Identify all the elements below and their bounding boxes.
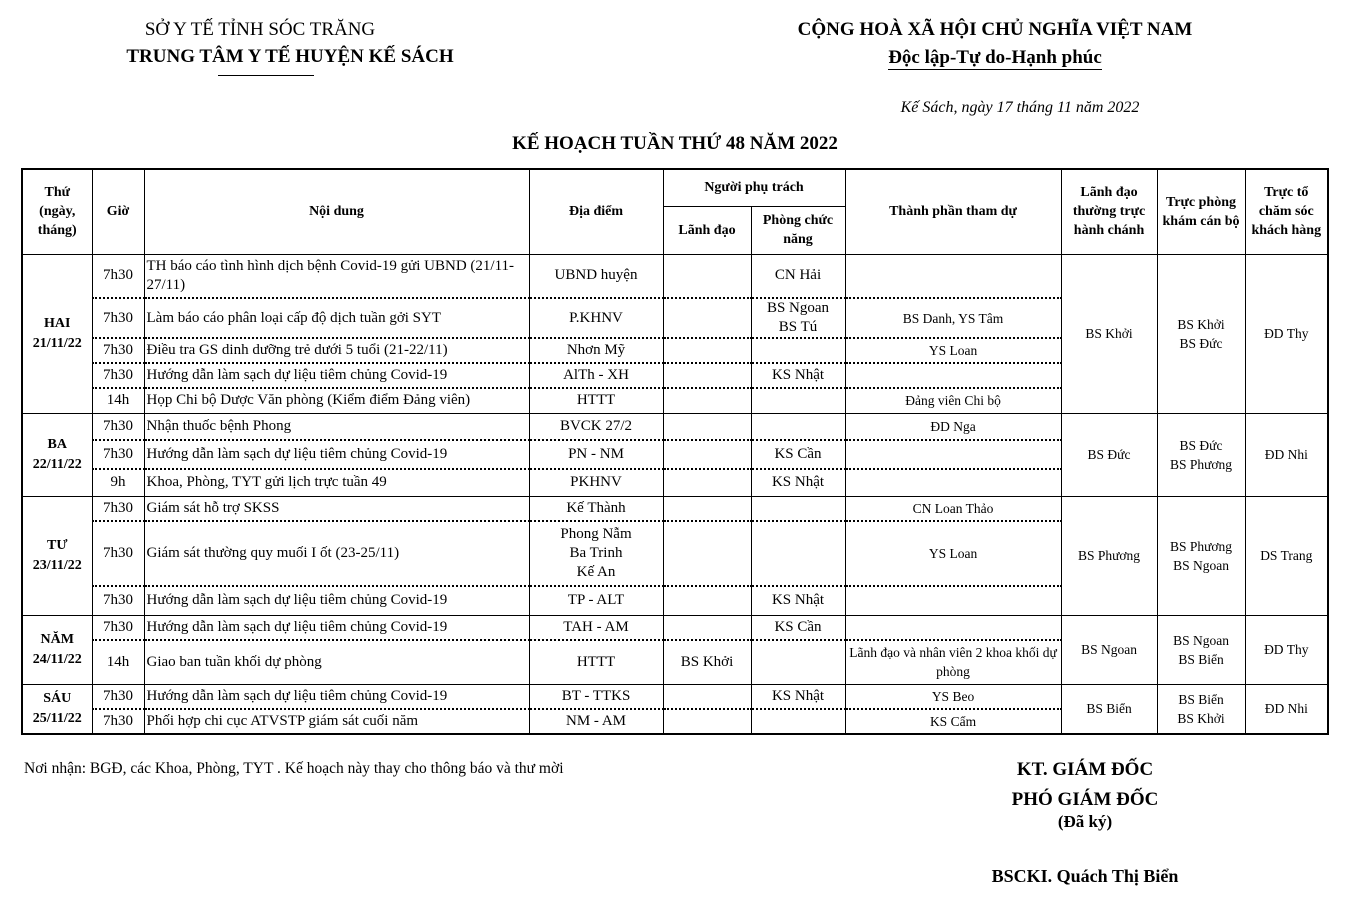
time-cell: 7h30 xyxy=(92,586,144,615)
leader-cell xyxy=(663,469,751,496)
day-name: TƯ xyxy=(47,537,68,553)
location-cell: Nhơn Mỹ xyxy=(529,338,663,363)
content-cell: Giám sát thường quy muối I ốt (23-25/11) xyxy=(144,521,529,586)
care-duty-cell: ĐD Thy xyxy=(1245,615,1328,684)
dept-cell: KS Nhật xyxy=(751,684,845,709)
org-name: TRUNG TÂM Y TẾ HUYỆN KẾ SÁCH xyxy=(126,46,454,67)
content-cell: TH báo cáo tình hình dịch bệnh Covid-19 gửi UBND (21/11-27/11) xyxy=(144,254,529,298)
leader-cell xyxy=(663,388,751,413)
dept-cell: KS Nhật xyxy=(751,363,845,388)
participants-cell xyxy=(845,254,1061,298)
admin-leader-cell: BS Khởi xyxy=(1061,254,1157,413)
day-date: 22/11/22 xyxy=(32,456,82,472)
content-cell: Làm báo cáo phân loại cấp độ dịch tuần gởi SYT xyxy=(144,298,529,338)
participants-cell xyxy=(845,615,1061,640)
clinic-duty-cell xyxy=(1157,615,1245,684)
national-title: CỘNG HOÀ XÃ HỘI CHỦ NGHĨA VIỆT NAM xyxy=(797,19,1193,40)
leader-cell xyxy=(663,521,751,586)
recipients-note: Nơi nhận: BGĐ, các Khoa, Phòng, TYT . Kế hoạch này thay cho thông báo và thư mời xyxy=(24,760,564,777)
participants-cell: BS Danh, YS Tâm xyxy=(845,298,1061,338)
location-cell: BT - TTKS xyxy=(529,684,663,709)
national-motto xyxy=(760,47,1230,69)
location-cell: HTTT xyxy=(529,388,663,413)
location-cell: PKHNV xyxy=(529,469,663,496)
table-row xyxy=(22,413,1328,440)
care-duty-cell: ĐD Nhi xyxy=(1245,684,1328,734)
document-date: Kế Sách, ngày 17 tháng 11 năm 2022 xyxy=(900,99,1140,116)
day-cell xyxy=(22,615,92,684)
time-cell: 7h30 xyxy=(92,338,144,363)
day-cell xyxy=(22,413,92,496)
motto-text: Độc lập-Tự do-Hạnh phúc xyxy=(888,47,1102,68)
table-row xyxy=(22,254,1328,298)
participants-cell: ĐD Nga xyxy=(845,413,1061,440)
content-cell: Hướng dẫn làm sạch dự liệu tiêm chủng Covid-19 xyxy=(144,586,529,615)
day-date: 23/11/22 xyxy=(32,557,82,573)
participants-cell: YS Loan xyxy=(845,338,1061,363)
participants-cell xyxy=(845,586,1061,615)
col-day-header: Thứ (ngày, tháng) xyxy=(22,169,92,254)
participants-cell: YS Loan xyxy=(845,521,1061,586)
dept-cell: KS Cần xyxy=(751,615,845,640)
leader-cell: BS Khởi xyxy=(663,640,751,684)
content-cell: Nhận thuốc bệnh Phong xyxy=(144,413,529,440)
signature-title-1: KT. GIÁM ĐỐC xyxy=(1016,759,1154,780)
content-cell: Giám sát hỗ trợ SKSS xyxy=(144,496,529,521)
document-title: KẾ HOẠCH TUẦN THỨ 48 NĂM 2022 xyxy=(512,133,838,154)
signature-title-2: PHÓ GIÁM ĐỐC xyxy=(1011,789,1159,810)
clinic-duty-cell xyxy=(1157,254,1245,413)
table-row xyxy=(22,615,1328,640)
signer-name: BSCKI. Quách Thị Biển xyxy=(991,866,1179,886)
location-cell: NM - AM xyxy=(529,709,663,734)
clinic-duty-name: BS Khởi xyxy=(1177,710,1225,726)
participants-cell xyxy=(845,363,1061,388)
dept-cell: KS Nhật xyxy=(751,586,845,615)
time-cell: 7h30 xyxy=(92,413,144,440)
leader-cell xyxy=(663,298,751,338)
day-cell xyxy=(22,254,92,413)
clinic-duty-cell xyxy=(1157,684,1245,734)
content-cell: Phối hợp chi cục ATVSTP giám sát cuối năm xyxy=(144,709,529,734)
admin-leader-cell: BS Đức xyxy=(1061,413,1157,496)
dept-cell xyxy=(751,338,845,363)
content-cell: Hướng dẫn làm sạch dự liệu tiêm chủng Covid-19 xyxy=(144,684,529,709)
dept-cell xyxy=(751,388,845,413)
dept-cell xyxy=(751,521,845,586)
care-duty-cell: ĐD Thy xyxy=(1245,254,1328,413)
dept-cell: CN Hải xyxy=(751,254,845,298)
col-location-header: Địa điểm xyxy=(529,169,663,254)
org-underline xyxy=(218,75,314,76)
day-name: NĂM xyxy=(40,631,74,647)
time-cell: 14h xyxy=(92,388,144,413)
clinic-duty-name: BS Ngoan xyxy=(1173,632,1229,648)
dept-cell: KS Cần xyxy=(751,440,845,469)
leader-cell xyxy=(663,586,751,615)
day-cell xyxy=(22,496,92,615)
clinic-duty-name: BS Đức xyxy=(1179,437,1223,453)
weekly-plan-table xyxy=(21,168,1329,735)
day-date: 21/11/22 xyxy=(32,335,82,351)
time-cell: 7h30 xyxy=(92,709,144,734)
org-parent: SỞ Y TẾ TỈNH SÓC TRĂNG xyxy=(144,19,376,40)
dept-cell: BS Ngoan BS Tú xyxy=(751,298,845,338)
time-cell: 7h30 xyxy=(92,298,144,338)
location-cell: Kế Thành xyxy=(529,496,663,521)
leader-cell xyxy=(663,496,751,521)
admin-leader-cell: BS Biển xyxy=(1061,684,1157,734)
time-cell: 9h xyxy=(92,469,144,496)
admin-leader-cell: BS Phương xyxy=(1061,496,1157,615)
location-cell: HTTT xyxy=(529,640,663,684)
col-care-duty-header: Trực tổ chăm sóc khách hàng xyxy=(1245,169,1328,254)
location-cell: Phong Nẫm Ba Trinh Kế An xyxy=(529,521,663,586)
clinic-duty-name: BS Ngoan xyxy=(1173,557,1229,573)
col-content-header: Nội dung xyxy=(144,169,529,254)
leader-cell xyxy=(663,709,751,734)
clinic-duty-cell xyxy=(1157,413,1245,496)
clinic-duty-name: BS Biển xyxy=(1178,691,1224,707)
participants-cell: YS Beo xyxy=(845,684,1061,709)
dept-cell: KS Nhật xyxy=(751,469,845,496)
location-cell: PN - NM xyxy=(529,440,663,469)
table-row xyxy=(22,496,1328,521)
time-cell: 7h30 xyxy=(92,440,144,469)
day-date: 24/11/22 xyxy=(32,651,82,667)
content-cell: Họp Chi bộ Dược Văn phòng (Kiểm điểm Đảng viên) xyxy=(144,388,529,413)
col-admin-leader-header: Lãnh đạo thường trực hành chánh xyxy=(1061,169,1157,254)
content-cell: Hướng dẫn làm sạch dự liệu tiêm chủng Covid-19 xyxy=(144,440,529,469)
content-cell: Hướng dẫn làm sạch dự liệu tiêm chủng Covid-19 xyxy=(144,363,529,388)
time-cell: 7h30 xyxy=(92,254,144,298)
day-name: HAI xyxy=(44,315,71,331)
participants-cell xyxy=(845,440,1061,469)
day-date: 25/11/22 xyxy=(32,710,82,726)
location-cell: TP - ALT xyxy=(529,586,663,615)
location-cell: P.KHNV xyxy=(529,298,663,338)
col-time-header: Giờ xyxy=(92,169,144,254)
time-cell: 7h30 xyxy=(92,521,144,586)
leader-cell xyxy=(663,254,751,298)
col-in-charge-header: Người phụ trách xyxy=(663,169,845,206)
col-participants-header: Thành phần tham dự xyxy=(845,169,1061,254)
dept-cell xyxy=(751,709,845,734)
location-cell: TAH - AM xyxy=(529,615,663,640)
col-dept-header: Phòng chức năng xyxy=(751,206,845,254)
admin-leader-cell: BS Ngoan xyxy=(1061,615,1157,684)
participants-cell: Đảng viên Chi bộ xyxy=(845,388,1061,413)
clinic-duty-name: BS Khởi xyxy=(1177,316,1225,332)
col-clinic-duty-header: Trực phòng khám cán bộ xyxy=(1157,169,1245,254)
leader-cell xyxy=(663,413,751,440)
care-duty-cell: DS Trang xyxy=(1245,496,1328,615)
location-cell: AlTh - XH xyxy=(529,363,663,388)
dept-cell xyxy=(751,640,845,684)
content-cell: Hướng dẫn làm sạch dự liệu tiêm chủng Covid-19 xyxy=(144,615,529,640)
location-cell: BVCK 27/2 xyxy=(529,413,663,440)
day-cell xyxy=(22,684,92,734)
time-cell: 14h xyxy=(92,640,144,684)
leader-cell xyxy=(663,684,751,709)
clinic-duty-name: BS Phương xyxy=(1169,456,1233,472)
leader-cell xyxy=(663,338,751,363)
day-name: SÁU xyxy=(43,690,72,706)
leader-cell xyxy=(663,363,751,388)
day-name: BA xyxy=(47,436,67,452)
content-cell: Điều tra GS dinh dưỡng trẻ dưới 5 tuổi (21-22/11) xyxy=(144,338,529,363)
dept-cell xyxy=(751,413,845,440)
content-cell: Khoa, Phòng, TYT gửi lịch trực tuần 49 xyxy=(144,469,529,496)
clinic-duty-name: BS Phương xyxy=(1169,538,1233,554)
clinic-duty-name: BS Biển xyxy=(1178,651,1224,667)
table-row xyxy=(22,684,1328,709)
clinic-duty-name: BS Đức xyxy=(1179,335,1223,351)
signature-signed-note: (Đã ký) xyxy=(1057,812,1113,831)
participants-cell: CN Loan Thảo xyxy=(845,496,1061,521)
location-cell: UBND huyện xyxy=(529,254,663,298)
participants-cell: Lãnh đạo và nhân viên 2 khoa khối dự phòng xyxy=(845,640,1061,684)
time-cell: 7h30 xyxy=(92,615,144,640)
participants-cell xyxy=(845,469,1061,496)
leader-cell xyxy=(663,440,751,469)
time-cell: 7h30 xyxy=(92,496,144,521)
dept-cell xyxy=(751,496,845,521)
clinic-duty-cell xyxy=(1157,496,1245,615)
participants-cell: KS Cẩm xyxy=(845,709,1061,734)
content-cell: Giao ban tuần khối dự phòng xyxy=(144,640,529,684)
time-cell: 7h30 xyxy=(92,684,144,709)
col-leader-header: Lãnh đạo xyxy=(663,206,751,254)
care-duty-cell: ĐD Nhi xyxy=(1245,413,1328,496)
time-cell: 7h30 xyxy=(92,363,144,388)
leader-cell xyxy=(663,615,751,640)
